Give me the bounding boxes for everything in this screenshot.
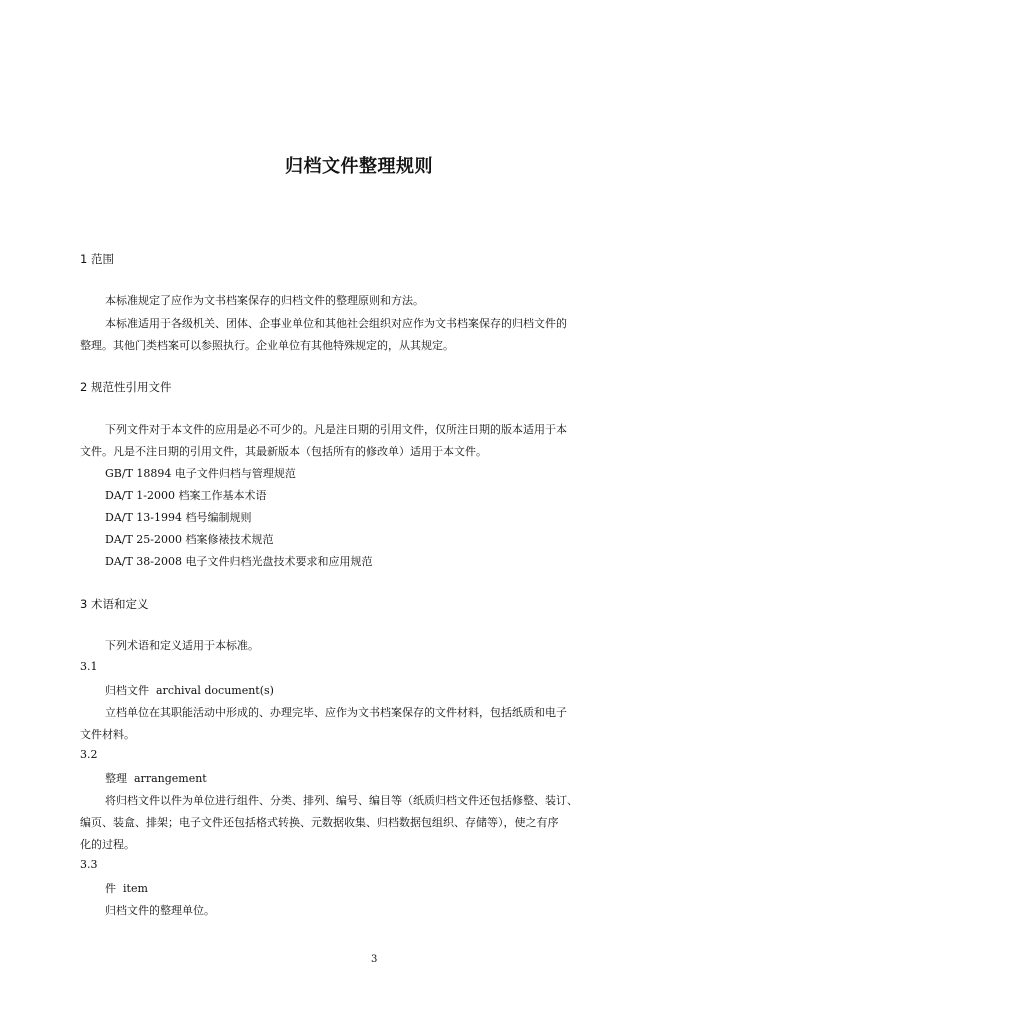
section-2-paragraph-line-2: 文件。凡是不注日期的引用文件，其最新版本（包括所有的修改单）适用于本文件。 xyxy=(80,445,487,458)
section-1-heading: 1 范围 xyxy=(80,252,114,266)
term-chinese: 件 xyxy=(105,882,116,895)
term-number: 3.3 xyxy=(80,858,98,871)
term-english: archival document(s) xyxy=(156,684,274,697)
reference-item: DA/T 25-2000 档案修裱技术规范 xyxy=(105,533,274,546)
section-1-paragraph-2-line-1: 本标准适用于各级机关、团体、企事业单位和其他社会组织对应作为文书档案保存的归档文件的 xyxy=(105,317,567,330)
term-number: 3.1 xyxy=(80,660,98,673)
term-heading xyxy=(105,880,148,896)
section-1-paragraph-2-line-2: 整理。其他门类档案可以参照执行。企业单位有其他特殊规定的，从其规定。 xyxy=(80,339,454,352)
term-definition-line: 编页、装盒、排架；电子文件还包括格式转换、元数据收集、归档数据包组织、存储等），使之有序 xyxy=(80,816,559,829)
term-number: 3.2 xyxy=(80,748,98,761)
page-number: 3 xyxy=(371,954,378,965)
term-heading xyxy=(105,770,207,786)
term-chinese: 归档文件 xyxy=(105,684,149,697)
reference-item: DA/T 38-2008 电子文件归档光盘技术要求和应用规范 xyxy=(105,555,373,568)
term-english: arrangement xyxy=(134,772,207,785)
term-definition-line: 文件材料。 xyxy=(80,728,135,741)
section-1-paragraph-1: 本标准规定了应作为文书档案保存的归档文件的整理原则和方法。 xyxy=(105,294,424,307)
section-3-heading: 3 术语和定义 xyxy=(80,597,149,611)
term-english: item xyxy=(123,882,148,895)
section-2-paragraph-line-1: 下列文件对于本文件的应用是必不可少的。凡是注日期的引用文件，仅所注日期的版本适用于本 xyxy=(105,423,567,436)
term-definition-line: 归档文件的整理单位。 xyxy=(105,904,215,917)
reference-item: DA/T 13-1994 档号编制规则 xyxy=(105,511,252,524)
term-definition-line: 化的过程。 xyxy=(80,838,135,851)
term-definition-line: 立档单位在其职能活动中形成的、办理完毕、应作为文书档案保存的文件材料，包括纸质和电子 xyxy=(105,706,567,719)
reference-item: GB/T 18894 电子文件归档与管理规范 xyxy=(105,467,296,480)
term-heading xyxy=(105,682,274,698)
term-definition-line: 将归档文件以件为单位进行组件、分类、排列、编号、编目等（纸质归档文件还包括修整、装订、 xyxy=(105,794,578,807)
section-2-heading: 2 规范性引用文件 xyxy=(80,380,172,394)
reference-item: DA/T 1-2000 档案工作基本术语 xyxy=(105,489,267,502)
section-3-intro: 下列术语和定义适用于本标准。 xyxy=(105,639,259,652)
term-chinese: 整理 xyxy=(105,772,127,785)
document-title: 归档文件整理规则 xyxy=(285,156,433,177)
